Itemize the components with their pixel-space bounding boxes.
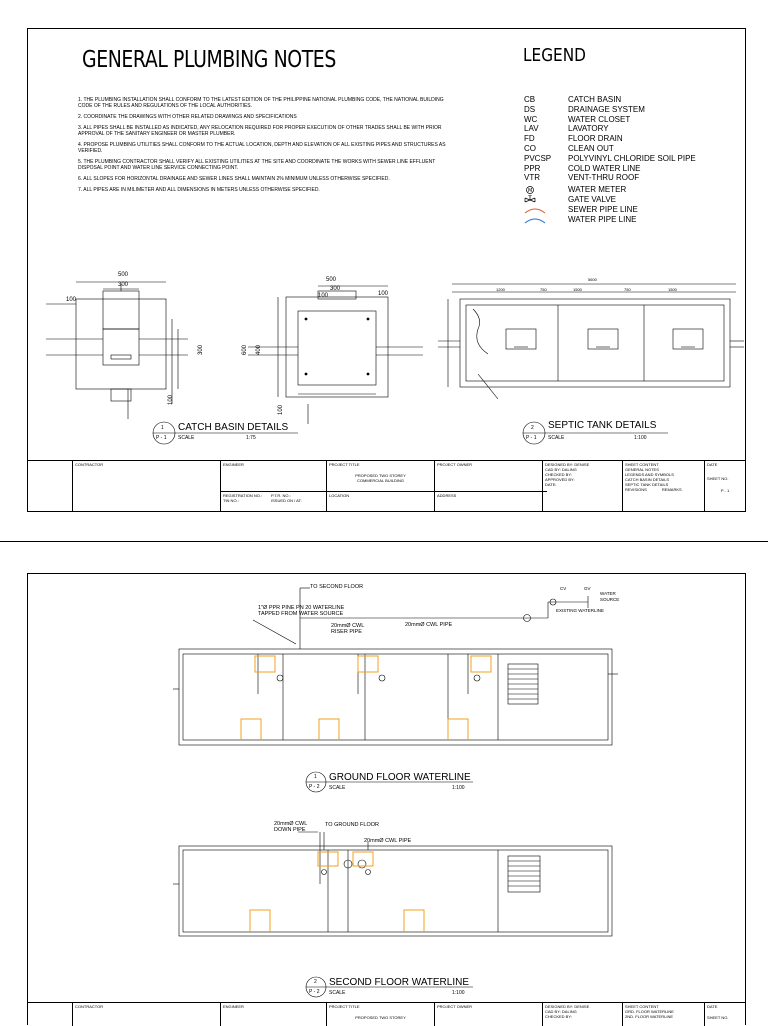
dim-label: 5600 [588,277,597,282]
title-block [28,460,745,512]
water-source-label: SOURCE [600,597,620,602]
legend-title: LEGEND [523,45,586,66]
legend-label: DRAINAGE SYSTEM [568,104,645,114]
checked-by: CHECKED BY: [545,472,572,477]
approved-by: APPROVED BY: [545,477,575,482]
dim-label: 600 [242,344,249,356]
svg-text:M: M [528,188,533,195]
sheet-no-value: P - 1 [720,488,730,493]
dim-label: 400 [256,344,263,356]
sheet-content-item: 2ND. FLOOR WATERLINE [625,1014,674,1019]
scale-label: SCALE [548,435,565,441]
project-title-label: PROJECT TITLE [329,1004,360,1009]
engineer-cell [220,1003,326,1026]
to-second-floor-label: TO SECOND FLOOR [310,584,364,590]
legend-label: LAVATORY [568,124,609,134]
sheet-content-item: SEPTIC TANK DETAILS [625,482,669,487]
tapped-label: 1"Ø PPR PINE PN 20 WATERLINE [258,605,345,611]
detail-number: 1 [161,425,164,431]
project-owner-label: PROJECT OWNER [437,1004,473,1009]
legend-label: VENT-THRU ROOF [568,173,640,183]
legend-label: CATCH BASIN [568,95,622,104]
dim-label: 300 [330,286,341,292]
cad-by: CAD BY: DALING [545,467,577,472]
designer-cell [542,1003,622,1026]
project-owner-cell [434,1003,542,1026]
dim-label: 100 [278,404,285,416]
riser-label: RISER PIPE [331,629,362,635]
project-owner-label: PROJECT OWNER [437,462,473,467]
note-item: 2. COORDINATE THE DRAWINGS WITH OTHER RELATED DRAWINGS AND SPECIFICATIONS [78,114,297,120]
date-label: DATE: [545,482,557,487]
checked-by: CHECKED BY: [545,1014,572,1019]
legend-code: CO [524,143,536,153]
scale-value: 1:75 [246,435,256,441]
registration-label: REGISTRATION NO.: [223,493,263,498]
sheet-content-item: GRD. FLOOR WATERLINE [625,1009,674,1014]
contractor-cell [72,461,220,512]
detail-sheet: P - 1 [156,435,167,441]
tapped-label: TAPPED FROM WATER SOURCE [258,611,344,617]
dim-label: 1200 [496,287,505,292]
cwl-pipe-label: 20mmØ CWL PIPE [405,622,453,628]
legend-code: FD [524,134,535,144]
legend-label: WATER METER [568,185,627,195]
existing-waterline-label: EXISTING WATERLINE [556,608,605,613]
legend-label: FLOOR DRAIN [568,134,623,144]
detail-sheet: P - 1 [526,435,537,441]
legend-code: VTR [524,173,540,183]
engineer-label: ENGINEER [223,462,244,467]
page-title: GENERAL PLUMBING NOTES [82,47,336,73]
scale-label: SCALE [329,990,346,996]
note-item: 5. THE PLUMBING CONTRACTOR SHALL VERIFY ALL EXISTING UTILITIES AT THE SITE AND COORDINATE THE WORKS WITH SEWER LINE EFFLUENT DISPOSAL POINT AND WATER LINE SERVICE CONNECTING POINT. [78,159,436,171]
sheet-no-label: SHEET NO. [707,476,729,481]
sheet-number-cell [704,1003,745,1026]
dim-label: 100 [318,293,329,299]
note-item: 6. ALL SLOPES FOR HORIZONTAL DRAINAGE AND SEWER LINES SHALL MAINTAIN 2% MINIMUM UNLESS OTHERWISE SPECIFIED. [78,176,390,182]
detail-number: 1 [314,774,317,780]
sheet-no-label: SHEET NO. [707,1015,729,1020]
riser-label: 20mmØ CWL [331,623,365,629]
project-title-cell [326,461,434,512]
contractor-label: CONTRACTOR [75,462,104,467]
engineer-cell [220,461,326,512]
dim-label: 100 [168,394,175,406]
dim-label: 1500 [573,287,582,292]
legend-label: WATER CLOSET [568,114,631,124]
caption-markers [28,29,745,469]
detail-sheet: P - 2 [309,784,320,790]
legend-label: WATER PIPE LINE [568,214,637,224]
engineer-label: ENGINEER [223,1004,244,1009]
septic-tank-caption: SEPTIC TANK DETAILS [548,420,657,431]
dim-label: 300 [198,344,205,356]
catch-basin-caption: CATCH BASIN DETAILS [178,422,289,433]
legend-code: LAV [524,124,539,134]
address-label: ADDRESS [435,491,547,499]
note-item: 4. PROPOSE PLUMBING UTILITIES SHALL CONFORM TO THE ACTUAL LOCATION, DEPTH AND ELEVATION OF ALL EXISTING PIPES AND STRUCTURES AS VERIFIED. [78,142,446,154]
legend-label: CLEAN OUT [568,143,614,153]
dim-label: 750 [624,287,631,292]
ground-floor-caption: GROUND FLOOR WATERLINE [329,772,471,783]
scale-value: 1:100 [452,785,465,791]
project-name: COMMERCIAL BUILDING [357,478,404,483]
legend-code: CB [524,95,536,104]
sheet-p1 [27,28,746,512]
scale-label: SCALE [178,435,195,441]
legend-code: WC [524,114,538,124]
dim-label: 500 [118,272,129,278]
dim-label: 750 [540,287,547,292]
legend-code: PVCSP [524,153,552,163]
project-name: PROPOSED TWO STOREY [355,1015,406,1020]
sheet-content-item: LEGENDS AND SYMBOLS [625,472,674,477]
gv-label: GV [584,586,591,591]
contractor-label: CONTRACTOR [75,1004,104,1009]
detail-sheet: P - 2 [309,989,320,995]
tin-label: TIN NO.: [223,498,239,503]
dim-label: 300 [118,282,129,288]
water-source-label: WATER [600,591,616,596]
second-floor-caption: SECOND FLOOR WATERLINE [329,977,470,988]
designer-cell [542,461,622,512]
sheet-content-label: SHEET CONTENT [625,1004,659,1009]
cad-by: CAD BY: DALING [545,1009,577,1014]
designed-by: DESIGNED BY: DENISE [545,1004,590,1009]
contractor-cell [72,1003,220,1026]
issued-label: ISSUED ON / AT: [271,498,302,503]
project-name: PROPOSED TWO STOREY [355,473,406,478]
to-ground-floor-label: TO GROUND FLOOR [325,822,379,828]
cwl-pipe-label: 20mmØ CWL PIPE [364,838,412,844]
sheet-number-cell [704,461,745,512]
dim-label: 1500 [668,287,677,292]
dim-label: 100 [378,291,389,297]
down-pipe-label: DOWN PIPE [274,827,306,833]
title-block [28,1002,745,1026]
date-header: DATE [707,462,718,467]
dim-label: 500 [326,277,337,283]
remarks-label: REMARKS [661,487,682,492]
sheet-content-item: CATCH BASIN DETAILS [625,477,670,482]
legend-label: COLD WATER LINE [568,163,641,173]
legend-label: POLYVINYL CHLORIDE SOIL PIPE [568,153,696,163]
cv-label: CV [560,586,567,591]
sheet-content-cell [622,461,704,512]
legend-label: SEWER PIPE LINE [568,204,638,214]
detail-number: 2 [314,979,317,985]
sheet-p2 [27,573,746,1025]
designed-by: DESIGNED BY: DENISE [545,462,590,467]
note-item: 3. ALL PIPES SHALL BE INSTALLED AS INDICATED, ANY RELOCATION REQUIRED FOR PROPER EXECUTION OF OTHER TRADES SHALL BE WITH PRIOR APPROVAL OF THE SANITARY ENGINEER OR MASTER PLUMBER. [78,125,442,137]
scale-value: 1:100 [634,435,647,441]
sheet-content-item: GENERAL NOTES [625,467,659,472]
legend-code: PPR [524,163,541,173]
ground-floor-waterline-plan [28,574,745,1025]
note-item: 7. ALL PIPES ARE IN MILIMETER AND ALL DIMENSIONS IN METERS UNLESS OTHERWISE SPECIFIED. [78,187,320,193]
sheet-divider [0,541,768,542]
note-item: 1. THE PLUMBING INSTALLATION SHALL CONFORM TO THE LATEST EDITION OF THE PHILIPPINE NATIONAL PLUMBING CODE, THE NATIONAL BUILDING CODE OF THE RULES AND REGULATIONS OF THE LOCAL AUTHORITIES. [78,97,444,109]
project-title-label: PROJECT TITLE [329,462,360,467]
ptr-label: P.T.R. NO.: [271,493,291,498]
scale-label: SCALE [329,785,346,791]
detail-number: 2 [531,425,534,431]
date-header: DATE [707,1004,718,1009]
scale-value: 1:100 [452,990,465,996]
project-owner-cell [434,461,542,512]
sheet-content-label: SHEET CONTENT [625,462,659,467]
down-pipe-label: 20mmØ CWL [274,821,308,827]
dim-label: 100 [66,297,77,303]
location-label: LOCATION [327,491,439,499]
legend-label: GATE VALVE [568,194,617,204]
legend-code: DS [524,104,536,114]
project-title-cell [326,1003,434,1026]
revisions-label: REVISIONS [625,487,647,492]
sheet-content-cell [622,1003,704,1026]
